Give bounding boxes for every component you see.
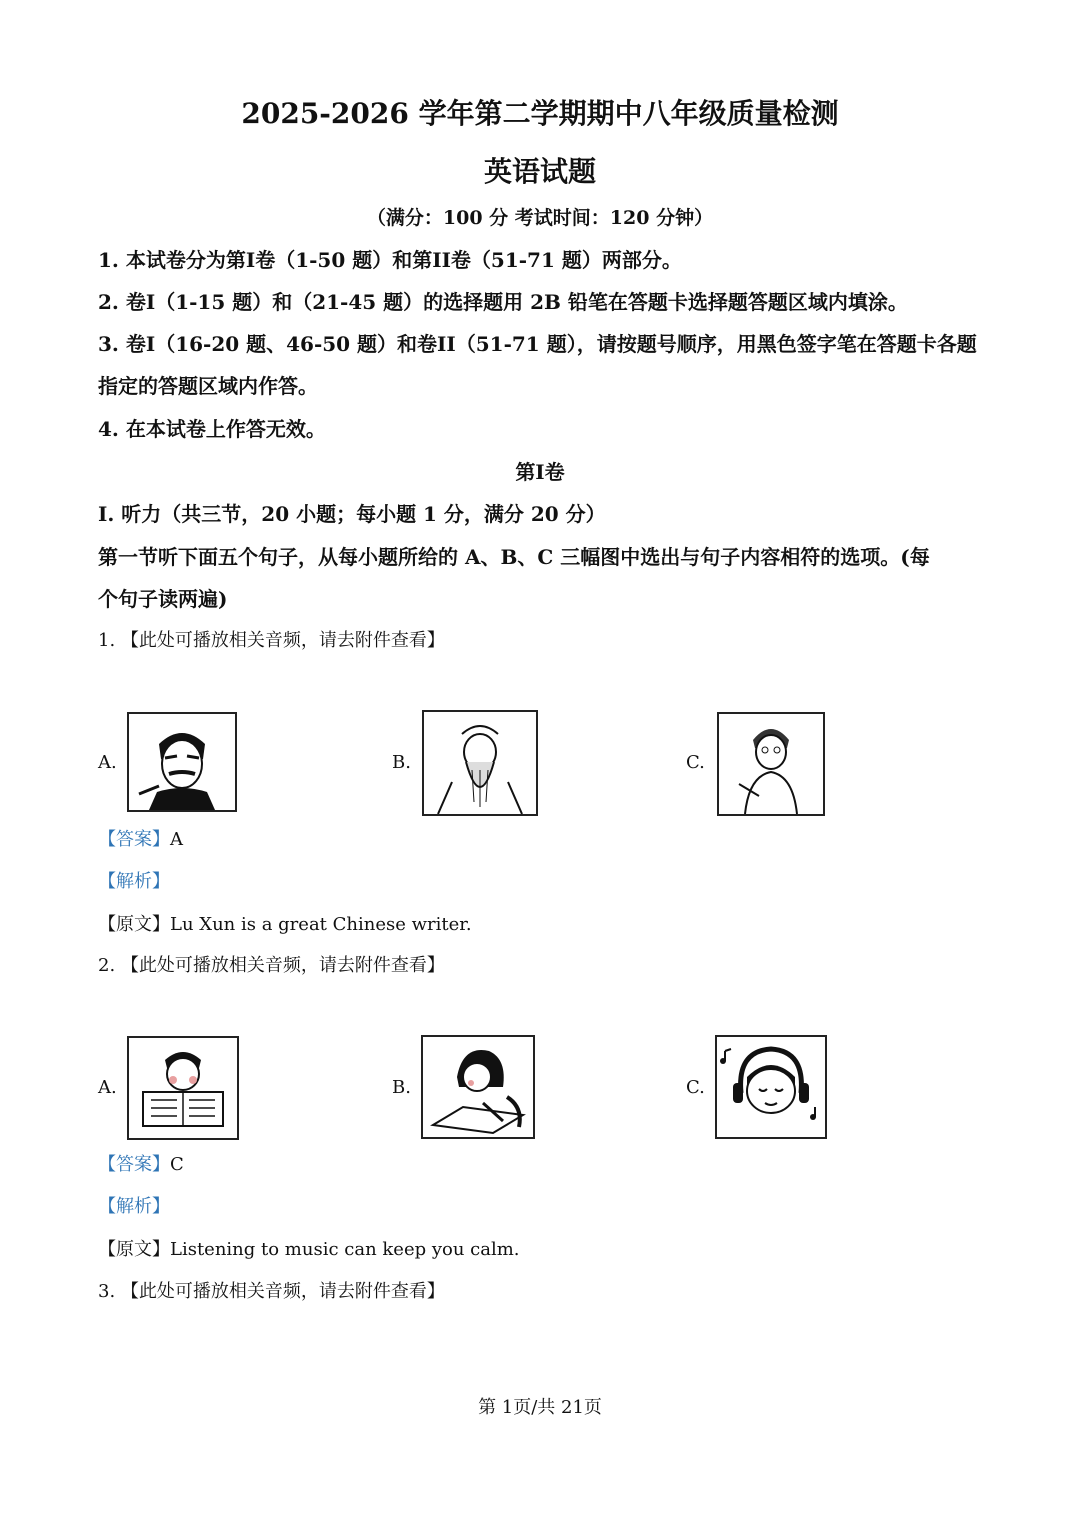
score-info: （满分：100 分 考试时间：120 分钟） xyxy=(366,207,714,229)
portrait-old-woman-icon xyxy=(717,712,825,816)
instruction-4: 4. 在本试卷上作答无效。 xyxy=(98,417,326,441)
answer-tag: 【答案】 xyxy=(98,829,170,850)
original-tag: 【原文】 xyxy=(98,914,170,935)
q1-answer-value: A xyxy=(170,829,183,850)
girl-headphones-icon xyxy=(715,1035,827,1139)
man-reading-newspaper-icon xyxy=(127,1036,239,1140)
exam-title: 2025-2026 学年第二学期期中八年级质量检测 xyxy=(241,97,839,130)
q2-original xyxy=(98,1237,520,1263)
answer-tag: 【答案】 xyxy=(98,1154,170,1175)
q2-option-b-label: B. xyxy=(392,1077,411,1098)
q1-option-a-label: A. xyxy=(98,752,117,773)
instruction-3: 3. 卷I（16-20 题、46-50 题）和卷II（51-71 题），请按题号顺序，用黑色签字笔在答题卡各题 xyxy=(98,332,977,356)
instruction-1: 1. 本试卷分为第I卷（1-50 题）和第II卷（51-71 题）两部分。 xyxy=(98,248,682,272)
page-footer: 第 1页/共 21页 xyxy=(478,1397,602,1418)
q1-answer xyxy=(98,827,183,853)
original-tag: 【原文】 xyxy=(98,1239,170,1260)
q2-original-text: Listening to music can keep you calm. xyxy=(170,1239,520,1260)
question-3-prompt: 3. 【此处可播放相关音频，请去附件查看】 xyxy=(98,1281,445,1302)
q2-answer-value: C xyxy=(170,1154,184,1175)
instruction-2: 2. 卷I（1-15 题）和（21-45 题）的选择题用 2B 铅笔在答题卡选择题答题区域内填涂。 xyxy=(98,290,908,314)
portrait-lu-xun-icon xyxy=(127,712,237,812)
q1-original xyxy=(98,912,472,938)
q1-option-c-label: C. xyxy=(686,752,705,773)
volume-title: 第I卷 xyxy=(515,460,565,484)
q2-answer xyxy=(98,1152,184,1178)
section-title: I. 听力（共三节，20 小题；每小题 1 分，满分 20 分） xyxy=(98,502,606,526)
q2-option-a-label: A. xyxy=(98,1077,117,1098)
question-2-prompt: 2. 【此处可播放相关音频，请去附件查看】 xyxy=(98,955,445,976)
girl-writing-icon xyxy=(421,1035,535,1139)
instruction-3-cont: 指定的答题区域内作答。 xyxy=(98,374,318,398)
q1-original-text: Lu Xun is a great Chinese writer. xyxy=(170,914,472,935)
portrait-confucius-icon xyxy=(422,710,538,816)
section-desc-line1: 第一节听下面五个句子，从每小题所给的 A、B、C 三幅图中选出与句子内容相符的选项。(每 xyxy=(98,545,930,569)
q2-analysis-tag: 【解析】 xyxy=(98,1196,170,1217)
q2-option-c-label: C. xyxy=(686,1077,705,1098)
q1-option-b-label: B. xyxy=(392,752,411,773)
q1-analysis-tag: 【解析】 xyxy=(98,871,170,892)
question-1-prompt: 1. 【此处可播放相关音频，请去附件查看】 xyxy=(98,630,445,651)
subject-title: 英语试题 xyxy=(483,155,596,188)
section-desc-line2: 个句子读两遍) xyxy=(98,587,228,611)
